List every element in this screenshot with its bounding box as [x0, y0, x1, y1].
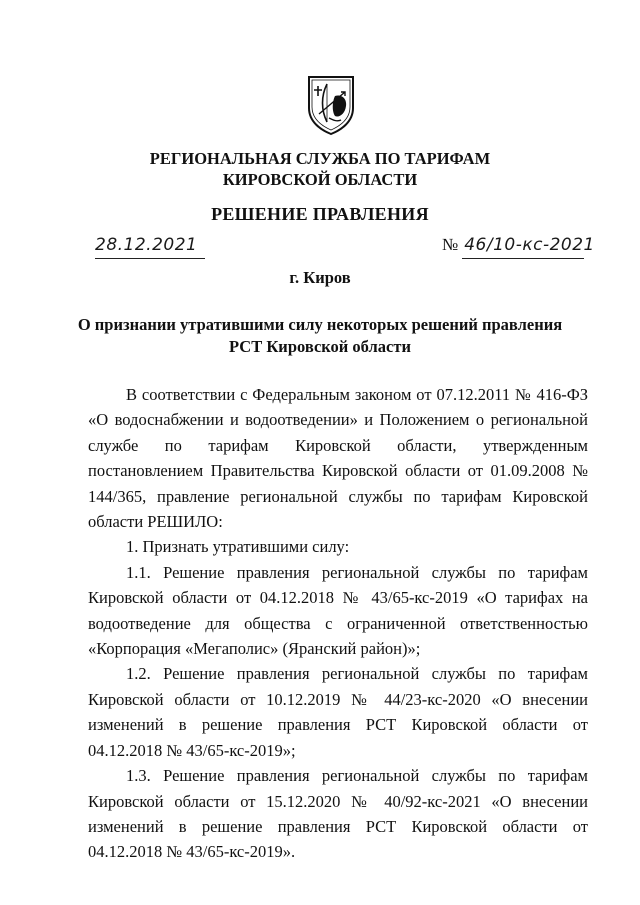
paragraph-item-1-3: 1.3. Решение правления региональной службы по тарифам Кировской области от 15.12.2020 № 40/92-кс-2021 «О внесении изменений в решение правления РСТ Кировской области от 04.12.2018 № 43/65-кс-2019». [88, 766, 588, 862]
paragraph-item-1-1: 1.1. Решение правления региональной службы по тарифам Кировской области от 04.12.2018 № 43/65-кс-2019 «О тарифах на водоотведение для общества с ограниченной ответственностью «Корпорация «Мегаполис» (Яранский район)»; [88, 562, 588, 659]
city: г. Киров [289, 268, 351, 287]
decision-number [442, 235, 595, 255]
org-title-line1: РЕГИОНАЛЬНАЯ СЛУЖБА ПО ТАРИФАМ [149, 149, 491, 168]
document-title: РЕШЕНИЕ ПРАВЛЕНИЯ [211, 204, 429, 224]
body-text [88, 382, 588, 865]
decision-number-value: 46/10-кс-2021 [464, 235, 595, 255]
org-title-line2: КИРОВСКОЙ ОБЛАСТИ [222, 170, 418, 189]
number-sign: № [442, 235, 459, 254]
decision-date-value: 28.12.2021 [95, 235, 198, 255]
subject-line2: РСТ Кировской области [229, 337, 411, 356]
date-underline [95, 258, 205, 259]
paragraph-item-1: 1. Признать утратившими силу: [126, 537, 350, 557]
number-underline [462, 258, 584, 259]
kirov-coat-of-arms-icon [305, 74, 357, 136]
paragraph-preamble: В соответствии с Федеральным законом от 07.12.2011 № 416-ФЗ «О водоснабжении и водоотведении» и Положением о региональной службе по тарифам Кировской области, утвержденным постановлением Правительства Кировской области от 01.09.2008 № 144/365, правление региональной службы по тарифам Кировской области РЕШИЛО: [88, 385, 588, 532]
decision-date [95, 235, 197, 255]
subject-line1: О признании утратившими силу некоторых решений правления [77, 315, 563, 334]
paragraph-item-1-2: 1.2. Решение правления региональной службы по тарифам Кировской области от 10.12.2019 № 44/23-кс-2020 «О внесении изменений в решение правления РСТ Кировской области от 04.12.2018 № 43/65-кс-2019»; [88, 664, 588, 760]
